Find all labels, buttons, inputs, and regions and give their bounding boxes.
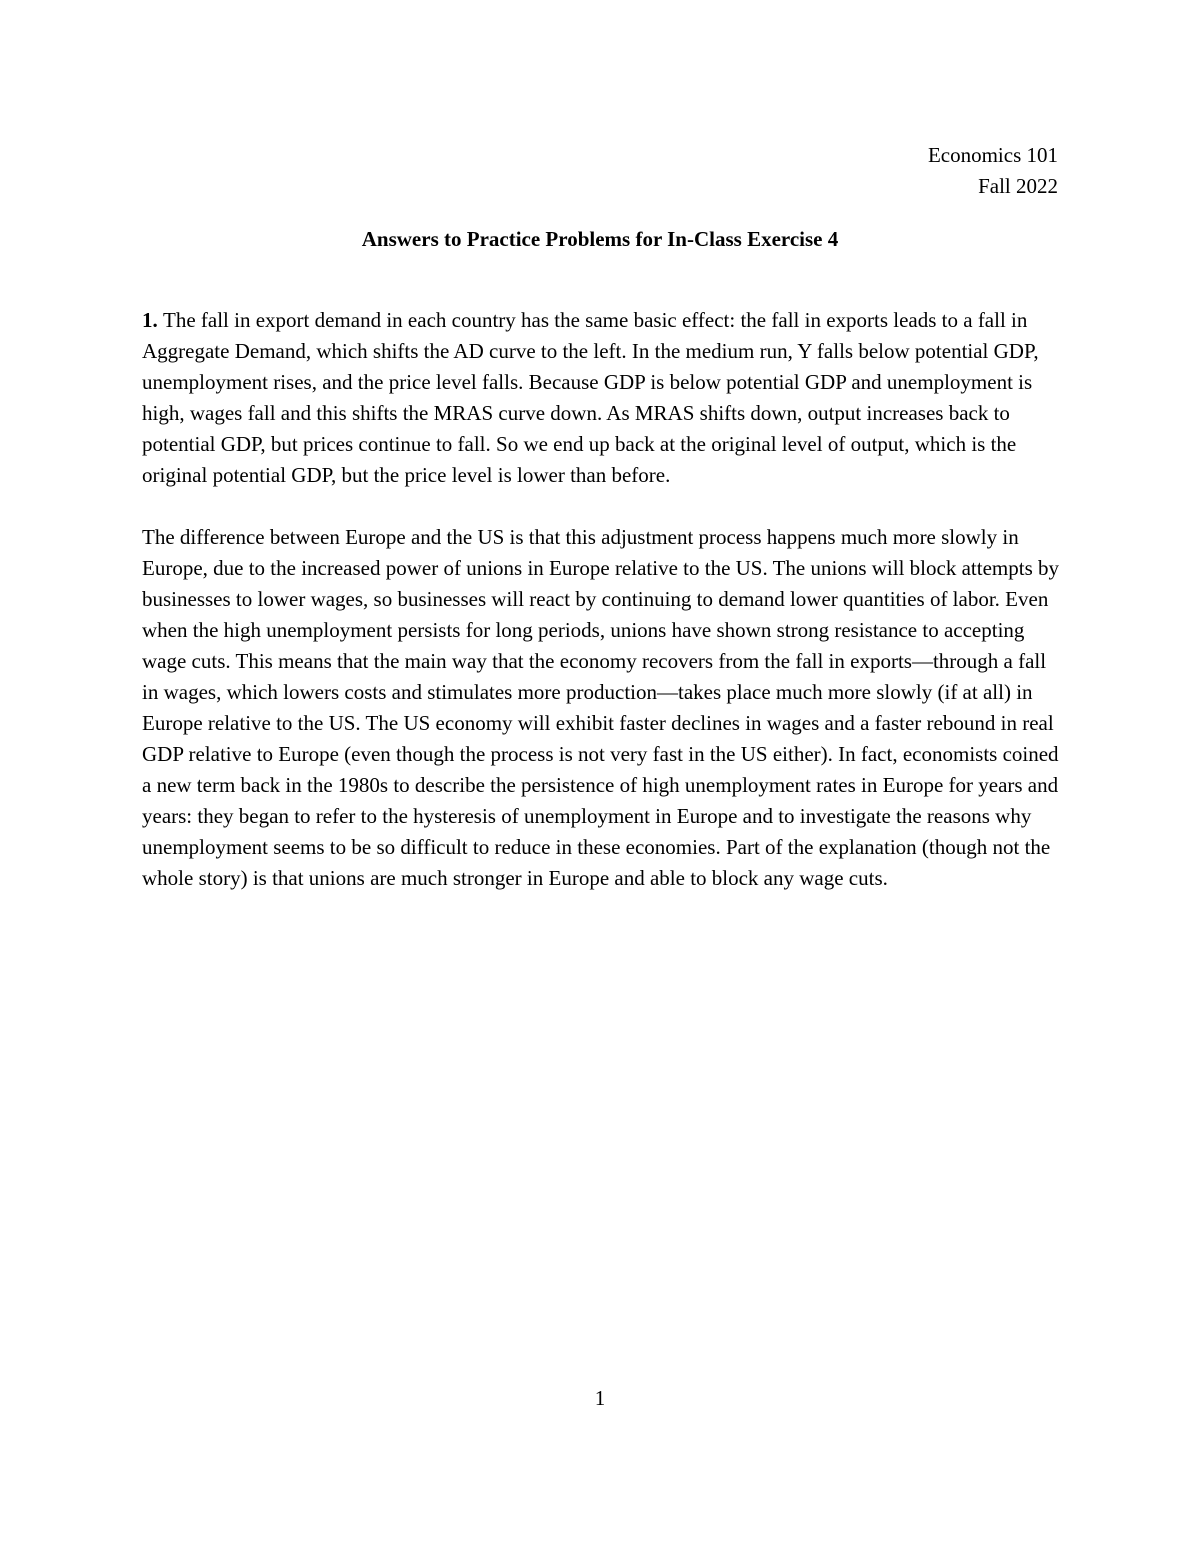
- answer-1-paragraph-1: [142, 305, 1060, 491]
- page-number: 1: [594, 1386, 606, 1410]
- term: Fall 2022: [978, 174, 1058, 198]
- header-block: [928, 140, 1058, 202]
- answer-body: [142, 305, 1060, 925]
- course-name: Economics 101: [927, 143, 1058, 167]
- document-title: Answers to Practice Problems for In-Class Exercise 4: [361, 227, 839, 251]
- answer-1-text-1: The fall in export demand in each country has the same basic effect: the fall in exports leads to a fall in Aggregate Demand, which shifts the AD curve to the left. In the medium run, Y falls below potential GDP, unemployment rises, and the price level falls. Because GDP is below potential GDP and unemployment is high, wages fall and this shifts the MRAS curve down. As MRAS shifts down, output increases back to potential GDP, but prices continue to fall. So we end up back at the original level of output, which is the original potential GDP, but the price level is lower than before.: [142, 308, 1039, 487]
- answer-number: 1.: [142, 308, 158, 332]
- answer-1-paragraph-2: The difference between Europe and the US is that this adjustment process happens much more slowly in Europe, due to the increased power of unions in Europe relative to the US. The unions will block attempts by businesses to lower wages, so businesses will react by continuing to demand lower quantities of labor. Even when the high unemployment persists for long periods, unions have shown strong resistance to accepting wage cuts. This means that the main way that the economy recovers from the fall in exports—through a fall in wages, which lowers costs and stimulates more production—takes place much more slowly (if at all) in Europe relative to the US. The US economy will exhibit faster declines in wages and a faster rebound in real GDP relative to Europe (even though the process is not very fast in the US either). In fact, economists coined a new term back in the 1980s to describe the persistence of high unemployment rates in Europe for years and years: they began to refer to the hysteresis of unemployment in Europe and to investigate the reasons why unemployment seems to be so difficult to reduce in these economies. Part of the explanation (though not the whole story) is that unions are much stronger in Europe and able to block any wage cuts.: [142, 525, 1059, 890]
